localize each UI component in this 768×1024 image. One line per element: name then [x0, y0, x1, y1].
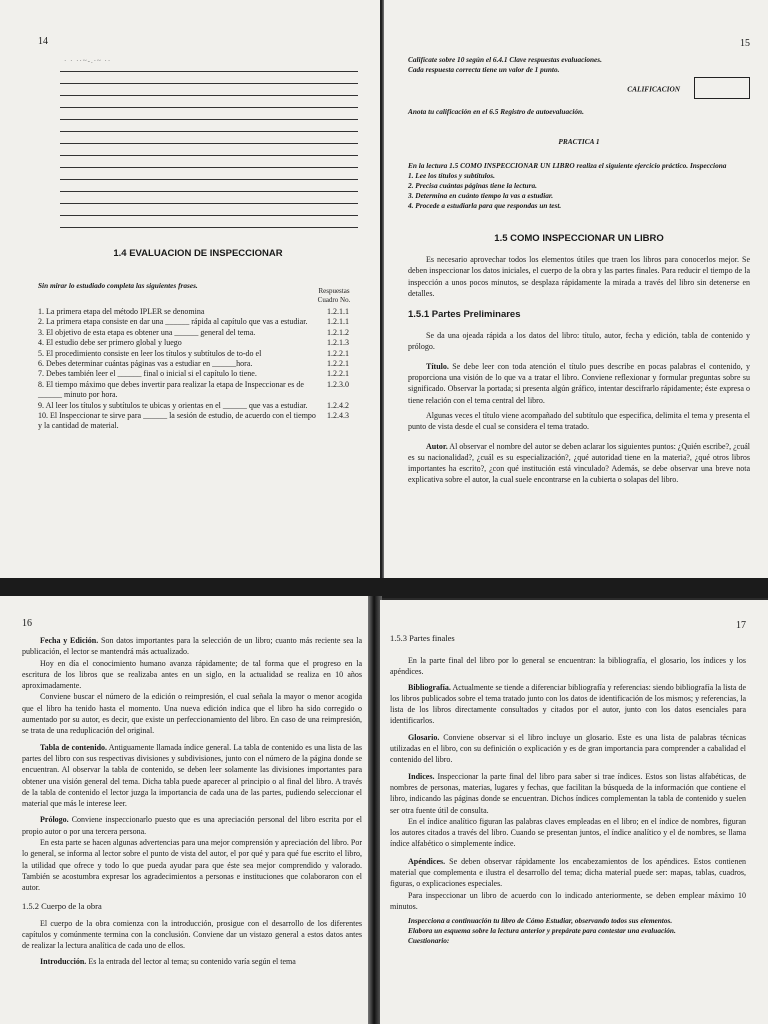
question-body: El procedimiento consiste en leer los títulos y subtítulos de to-do el: [46, 348, 262, 358]
titulo-paragraph: Título. Se debe leer con toda atención el título pues describe en pocas palabras el contenido, y proporciona una visión de lo que va a tratar el libro. Conviene reflexionar y formular preguntas sobre su significado. Observar la portada; si presenta algún gráfico, intentar descifrarlo rápidamente; éste expresa o tiene relación con el tema central del libro.: [408, 361, 751, 405]
indices-paragraph: Indices. Inspeccionar la parte final del libro para saber si trae índices. Estos son listas alfabéticas, de nombres de personas, materias, lugares y fechas, que facilitan la búsqueda de la información que contiene el libro, indicando las páginas donde se encuentran. Dichos índices complementan la tabla de contenido y suelen ser otra fuente útil de consulta.: [390, 771, 747, 815]
answer-ref: 1.2.1.3: [327, 338, 349, 348]
question-number: 9.: [38, 400, 44, 410]
question-row: [38, 359, 358, 369]
question-text: [38, 369, 318, 379]
page-16: [0, 596, 368, 1024]
subsection-title: 1.5.1 Partes Preliminares: [408, 309, 521, 321]
blank-answer-lines: [38, 71, 358, 228]
question-number: 10.: [38, 411, 48, 421]
page-15: [384, 0, 768, 578]
prologo-paragraph: Prólogo. Conviene inspeccionarlo puesto que es una apreciación personal del libro escrita por el propio autor o por una tercera persona.: [22, 815, 362, 836]
header-scribble: · · ··~-.·~ ··: [64, 57, 112, 65]
practica-task: 1. Lee los títulos y subtítulos.: [408, 171, 495, 180]
question-row: [38, 307, 358, 317]
practica-task-list: [408, 171, 750, 211]
indices-paragraph-2: En el índice analítico figuran las palabras claves empleadas en el libro; en el índice de nombres, figuran los autores citados a través del libro. Cuando se presentan juntos, el índice analítico y el de nombres, se llama índice alfabético o simplemente índice.: [390, 816, 746, 849]
task-inspecciona: Inspecciona a continuación tu libro de Cómo Estudiar, observando todos sus elementos.: [408, 916, 673, 926]
question-row: [38, 380, 358, 401]
question-body: Al leer los títulos y subtítulos te ubicas y orientas en el ______ que vas a estudiar.: [45, 400, 308, 410]
question-text: [38, 411, 318, 432]
section-title: 1.5 COMO INSPECCIONAR UN LIBRO: [494, 233, 664, 244]
answer-ref: 1.2.1.2: [327, 327, 349, 337]
question-list: [38, 307, 358, 432]
answer-ref: 1.2.3.0: [327, 379, 349, 389]
question-body: La primera etapa del método IPLER se denomina: [46, 307, 205, 316]
page-number: 17: [736, 620, 746, 631]
question-number: 3.: [38, 327, 44, 337]
answer-ref: 1.2.1.1: [327, 317, 349, 327]
answer-ref: 1.2.2.1: [327, 369, 349, 379]
question-row: [38, 411, 358, 432]
autor-paragraph: Autor. Al observar el nombre del autor se deben aclarar los siguientes puntos: ¿Quién escribe?, ¿cuál es su nacionalidad?, ¿cuál es su especialización?, ¿qué autoridad tiene en la materia?, ¿qué otros libros importantes ha escrito?, ¿con qué institución está vinculado? Además, se debe observar una breve nota explicativa sobre el autor, la cual suele encontrarse en la cubierta o solapas del libro.: [408, 441, 750, 485]
question-text: [38, 307, 318, 317]
question-row: [38, 338, 358, 348]
edicion-paragraph: Conviene buscar el número de la edición o reimpresión, el cual señala la mayor o menor acogida que el libro ha tenido hasta el momento. Una nueva edición indica que el libro ha sido corregido o aumentado por su autor, es decir, que existe un perfeccionamiento del libro. En caso de una reimpresión, se trata de una reduplicación del original.: [22, 692, 362, 736]
question-row: [38, 328, 358, 338]
answers-header: Respuestas Cuadro No.: [317, 287, 351, 304]
practica-title: PRACTICA 1: [558, 137, 600, 146]
intro-paragraph: Es necesario aprovechar todos los elementos útiles que traen los libros para conocerlos mejor. Se deben inspeccionar los datos iniciales, el cuerpo de la obra y las partes finales. Para reducir el tiempo de la inspección a unos pocos minutos, se desplaza rápidamente la mirada a través del libro sin detenerse en detalles.: [408, 255, 750, 298]
subsection-intro: Se da una ojeada rápida a los datos del libro: título, autor, fecha y edición, tabla de contenido y prólogo.: [408, 331, 750, 352]
califica-line-1: Califícate sobre 10 según el 6.4.1 Clave respuestas evaluaciones.: [408, 55, 602, 64]
question-body: El estudio debe ser primero global y luego: [46, 338, 182, 348]
practica-intro: En la lectura 1.5 COMO INSPECCIONAR UN LIBRO realiza el siguiente ejercicio práctico. Inspecciona: [408, 161, 727, 170]
question-number: 7.: [38, 369, 44, 379]
question-row: [38, 401, 358, 411]
question-body: El Inspeccionar te sirve para ______ la sesión de estudio, de acuerdo con el tiempo y la cantidad de material.: [38, 411, 316, 431]
califica-line-2: Cada respuesta correcta tiene un valor de 1 punto.: [408, 65, 560, 74]
apendices-paragraph: Apéndices. Se deben observar rápidamente los encabezamientos de los apéndices. Estos contienen material que complementa e ilustra el desarrollo del tema; dicha material puede ser: mapas, tablas, cuadros, figuras, o explicaciones especiales.: [390, 856, 747, 889]
question-number: 1.: [38, 307, 44, 316]
question-text: [38, 380, 318, 401]
answer-ref: 1.2.4.3: [327, 411, 349, 421]
introduccion-paragraph: Introducción. Es la entrada del lector al tema; su contenido varía según el tema: [40, 957, 296, 967]
instruction: Sin mirar lo estudiado completa las siguientes frases.: [38, 281, 198, 290]
subsection-title: 1.5.2 Cuerpo de la obra: [22, 900, 102, 911]
answer-ref: 1.2.2.1: [327, 359, 349, 369]
question-row: [38, 349, 358, 359]
para-paragraph: Para inspeccionar un libro de acuerdo con lo indicado anteriormente, se deben emplear máximo 10 minutos.: [390, 890, 746, 911]
page-number: 15: [740, 38, 750, 49]
practica-task: 2. Precisa cuántas páginas tiene la lectura.: [408, 181, 537, 190]
question-number: 8.: [38, 379, 44, 389]
page-number: 16: [22, 618, 32, 629]
anota-note: Anota tu calificación en el 6.5 Registro de autoevaluación.: [408, 107, 584, 116]
answer-ref: 1.2.4.2: [327, 400, 349, 410]
question-row: [38, 369, 358, 379]
fecha-paragraph: Fecha y Edición. Son datos importantes para la selección de un libro; cuanto más reciente sea la publicación, el lector se mantendrá más actualizado.: [22, 636, 363, 657]
question-text: [38, 338, 318, 348]
practica-task: 4. Procede a estudiarla para que respondas un test.: [408, 201, 562, 210]
question-text: [38, 317, 318, 327]
cuerpo-paragraph: El cuerpo de la obra comienza con la introducción, prosigue con el desarrollo de los diferentes capítulos y comúnmente termina con la conclusión. Conviene dar un vistazo general a estos datos antes de realizar la lectura analítica de cada uno de ellos.: [22, 918, 362, 951]
page-14: [0, 0, 380, 578]
question-body: Debes también leer el ______ final o inicial si el capítulo lo tiene.: [46, 369, 257, 379]
page-gap-middle: [0, 578, 768, 598]
question-text: [38, 359, 318, 369]
question-number: 4.: [38, 338, 44, 348]
answer-ref: 1.2.2.1: [327, 348, 349, 358]
page-number: 14: [38, 36, 48, 47]
subsection-title: 1.5.3 Partes finales: [390, 633, 455, 643]
question-number: 6.: [38, 359, 44, 369]
question-text: [38, 401, 318, 411]
calificacion-box[interactable]: [694, 77, 750, 99]
page-17: [380, 600, 768, 1024]
question-text: [38, 349, 318, 359]
answer-ref: 1.2.1.1: [327, 307, 349, 316]
task-esquema: Elabora un esquema sobre la lectura anterior y prepárate para contestar una evaluación.: [408, 926, 676, 936]
question-body: El tiempo máximo que debes invertir para realizar la etapa de Inspeccionar es de ______ minuto por hora.: [38, 379, 304, 400]
prologo-paragraph-2: En esta parte se hacen algunas advertencias para una mejor comprensión y apreciación del libro. Por lo general, se informa al lector sobre el punto de vista del autor, el por qué y para qué fue escrito el libro, la utilidad que ofrece y todo lo que pueda ayudar para que éste sea mejor comprendido y valorado. También se acostumbra expresar los agradecimientos a personas e instituciones que colaboraron con el autor.: [22, 838, 362, 893]
question-number: 5.: [38, 348, 44, 358]
question-body: La primera etapa consiste en dar una ______ rápida al capítulo que vas a estudiar.: [46, 317, 308, 327]
hoy-paragraph: Hoy en día el conocimiento humano avanza rápidamente; de tal forma que el progreso en la escritura de los libros que se realizaba antes en un siglo, en la actualidad se realiza en 10 años aproximadamente.: [22, 658, 362, 691]
glosario-paragraph: Glosario. Conviene observar si el libro incluye un glosario. Este es una lista de palabras técnicas utilizadas en el libro, con su definición o explicación y es de gran importancia para comprender a cabalidad el contenido del libro.: [390, 732, 746, 765]
section-title: 1.4 EVALUACION DE INSPECCIONAR: [113, 248, 283, 259]
practica-task: 3. Determina en cuánto tiempo la vas a estudiar.: [408, 191, 554, 200]
question-number: 2.: [38, 317, 44, 327]
question-text: [38, 328, 318, 338]
calificacion-row: [408, 77, 750, 99]
cuestionario-label: Cuestionario:: [408, 936, 450, 946]
calificacion-label: CALIFICACION: [627, 84, 680, 94]
question-body: El objetivo de esta etapa es obtener una ______ general del tema.: [46, 327, 256, 337]
question-body: Debes determinar cuántas páginas vas a estudiar en ______hora.: [46, 359, 253, 369]
subtitulo-paragraph: Algunas veces el título viene acompañado del subtítulo que especifica, delimita el tema y presenta el punto de vista desde el cual se considera el tema tratado.: [408, 410, 750, 432]
finales-paragraph: En la parte final del libro por lo general se encuentran: la bibliografía, el glosario, los índices y los apéndices.: [390, 656, 746, 677]
question-row: [38, 317, 358, 327]
tabla-paragraph: Tabla de contenido. Antiguamente llamada índice general. La tabla de contenido es una lista de las partes del libro con sus respectivas divisiones y subdivisiones, junto con el número de la página donde se encuentran. Al observar la tabla de contenido, se deben leer solamente las divisiones importantes para obtener una visión general del tema. Dicha tabla puede aparecer al principio o al final del libro. A través de la tabla de contenido el lector juzga la importancia de cada una de las partes, pudiendo seleccionar el material que más le interese leer.: [22, 742, 362, 809]
bibliografia-paragraph: Bibliografía. Actualmente se tiende a diferenciar bibliografía y referencias: siendo bibliografía la lista de los libros publicados sobre el tema tratado junto con los datos de identificación de los mismos; y referencias, la lista de los libros directamente consultados y citados por el autor, junto con los datos esenciales para identificarlos.: [390, 682, 746, 726]
